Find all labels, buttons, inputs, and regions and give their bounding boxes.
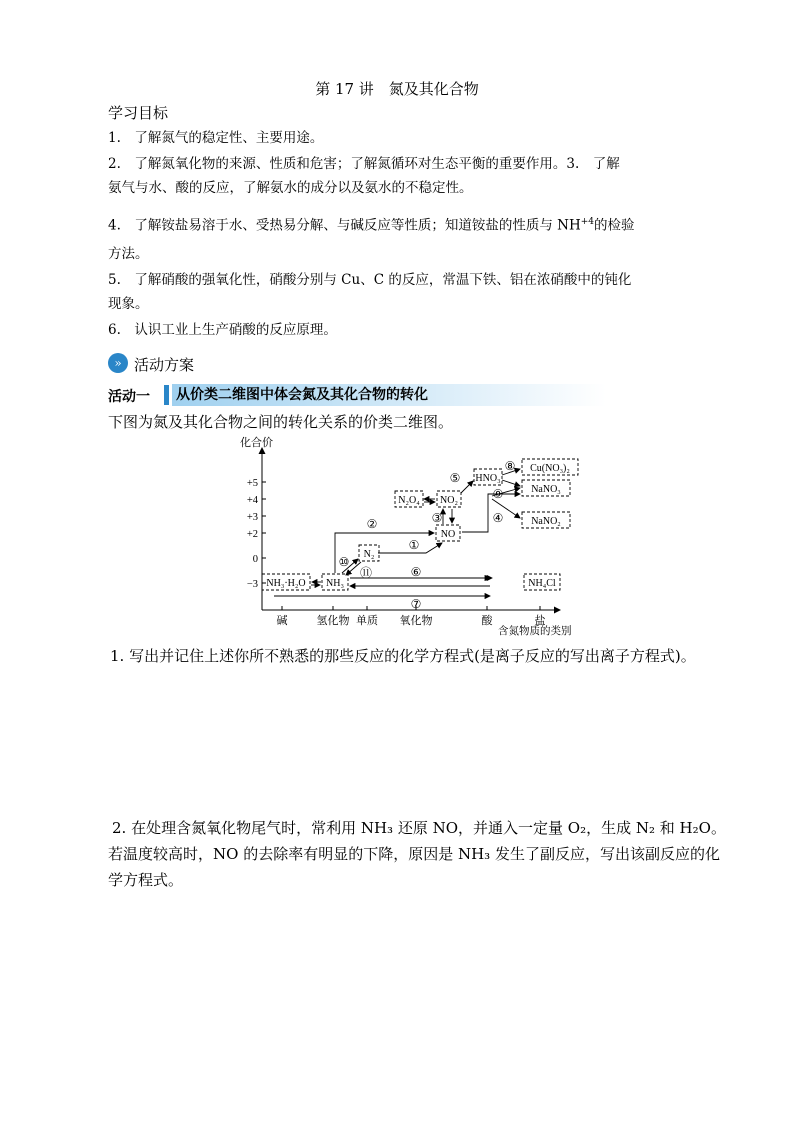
question-2-line-2: 若温度较高时，NO 的去除率有明显的下降，原因是 NH₃ 发生了副反应，写出该副反应的化 [108,845,720,863]
step-7: ⑦ [410,597,422,611]
step-4: ④ [492,511,504,525]
step-3: ③ [431,511,443,525]
goal-4-tail: 的检验 [594,217,635,234]
ytick-plus4: +4 [246,495,258,506]
goals-heading: 学习目标 [108,104,169,122]
double-chevron-icon: » [108,353,128,373]
xcat-acid: 酸 [481,615,493,627]
goal-4 [108,210,635,238]
goal-4-sup: +4 [580,217,595,227]
question-2-line-1: 2. 在处理含氮氧化物尾气时，常利用 NH₃ 还原 NO，并通入一定量 O₂，生成 N₂ 和 H₂O。 [112,819,726,837]
step-2: ② [366,517,378,531]
goal-4-text: 4. 了解铵盐易溶于水、受热易分解、与碱反应等性质；知道铵盐的性质与 NH [108,217,581,234]
step-11: ⑪ [359,566,373,580]
ytick-plus3: +3 [246,512,258,523]
activity-separator [164,385,169,405]
label-hno3: HNO₃ [475,473,501,484]
step-9: ⑨ [492,487,504,501]
label-nh3h2o: NH₃·H₂O [266,578,306,589]
arrow-4-hno3-to-no [462,494,520,532]
xcat-element: 单质 [356,615,378,627]
activity-label: 活动一 [108,389,150,405]
ytick-plus5: +5 [246,478,258,489]
label-nano3: NaNO₃ [531,484,561,495]
label-n2: N₂ [363,549,375,560]
step-8: ⑧ [504,459,516,473]
question-1: 1. 写出并记住上述你所不熟悉的那些反应的化学方程式(是离子反应的写出离子方程式)。 [110,647,696,665]
label-n2o4: N₂O₄ [398,495,420,506]
arrow-hno3-to-nano3 [502,480,520,486]
page-title: 第 17 讲 氮及其化合物 [315,80,479,98]
y-axis-label: 化合价 [240,437,273,449]
label-no2: NO₂ [440,495,458,506]
label-nh3: NH₃ [326,578,344,589]
step-10: ⑩ [338,555,350,569]
step-5: ⑤ [449,471,461,485]
x-axis-label: 含氮物质的类别 [498,626,572,637]
label-no: NO [440,529,456,540]
label-nano2: NaNO₂ [531,516,561,527]
xcat-hydride: 氢化物 [316,615,350,627]
goal-2-cont: 氨气与水、酸的反应，了解氨水的成分以及氨水的不稳定性。 [108,180,473,196]
goal-4-cont: 方法。 [108,246,149,262]
label-cuno3: Cu(NO₃)₂ [530,463,570,474]
activity-plan-heading: 活动方案 [134,356,195,374]
goal-5: 5. 了解硝酸的强氧化性，硝酸分别与 Cu、C 的反应，常温下铁、铝在浓硝酸中的钝化 [108,272,632,288]
intro-text: 下图为氮及其化合物之间的转化关系的价类二维图。 [108,413,454,431]
goal-2: 2. 了解氮氧化物的来源、性质和危害；了解氮循环对生态平衡的重要作用。3. 了解 [108,156,620,172]
goal-6: 6. 认识工业上生产硝酸的反应原理。 [108,322,337,338]
activity-banner [108,384,608,406]
step-1: ① [408,538,420,552]
goal-5-cont: 现象。 [108,296,149,312]
xcat-oxide: 氧化物 [399,615,433,627]
goal-1: 1. 了解氮气的稳定性、主要用途。 [108,130,324,146]
xcat-base: 碱 [276,615,288,627]
valence-class-diagram [230,432,600,642]
question-2-line-3: 学方程式。 [108,871,184,889]
arrow-5-no2-to-hno3 [461,481,473,493]
step-6: ⑥ [410,565,422,579]
label-nh4cl: NH₄Cl [528,578,556,589]
ytick-minus3: −3 [246,579,258,590]
activity-title: 从价类二维图中体会氮及其化合物的转化 [172,384,606,406]
ytick-zero: 0 [252,554,258,565]
xcat-salt: 盐 [534,615,546,627]
ytick-plus2: +2 [246,529,258,540]
